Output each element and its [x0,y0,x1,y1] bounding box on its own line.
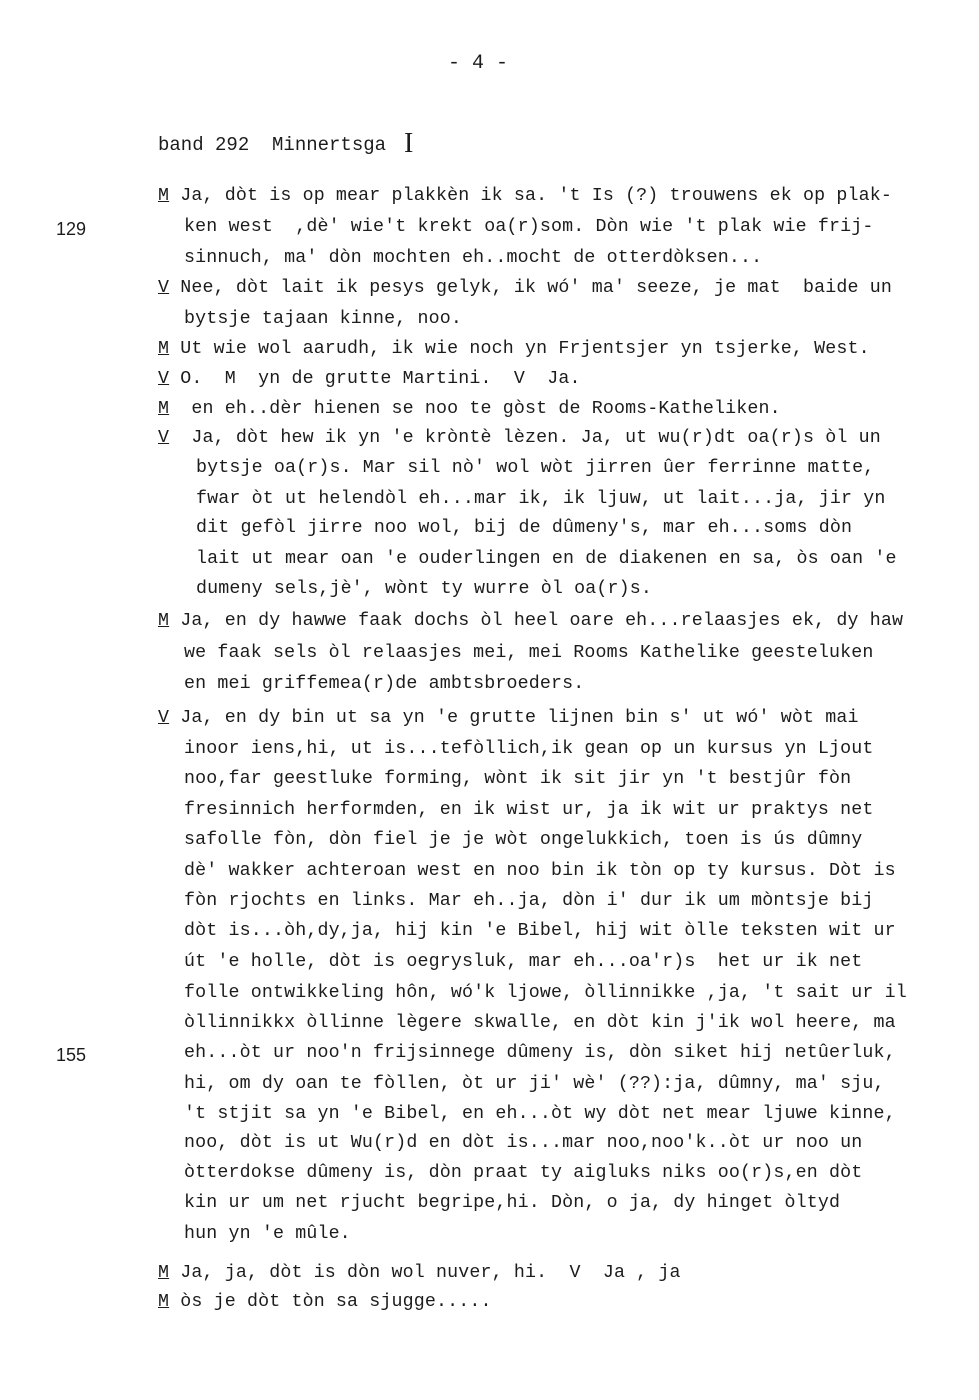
line-text: O. M yn de grutte Martini. V Ja. [169,369,581,389]
speaker-tag: M [158,1263,170,1283]
transcript-line [158,278,892,298]
transcript-line [196,549,897,569]
line-text: Ja, dòt is op mear plakkèn ik sa. 't Is (?) trouwens ek op plak- [169,186,892,206]
line-text: Ja, en dy hawwe faak dochs òl heel oare eh...relaasjes ek, dy haw [169,611,904,631]
line-text: Ja, ja, dòt is dòn wol nuver, hi. V Ja , ja [169,1263,681,1283]
transcript-line [196,518,852,538]
line-text: inoor iens,hi, ut is...tefòllich,ik gean op un kursus yn Ljout [184,739,874,759]
line-text: fòn rjochts en links. Mar eh..ja, dòn i' dur ik um mòntsje bij [184,891,874,911]
line-text: kin ur um net rjucht begripe,hi. Dòn, o ja, dy hinget òltyd [184,1193,841,1213]
transcript-line [184,643,873,663]
transcript-line [184,739,873,759]
transcript-line [158,369,581,389]
line-text: lait ut mear oan 'e ouderlingen en de diakenen en sa, òs oan 'e [196,549,897,569]
line-text: fresinnich herformden, en ik wist ur, ja ik wit ur praktys net [184,800,874,820]
line-text: ken west ,dè' wie't krekt oa(r)som. Dòn wie 't plak wie frij- [184,217,874,237]
line-text: dòt is...òh,dy,ja, hij kin 'e Bibel, hij wit òlle teksten wit ur [184,921,896,941]
transcript-line [196,579,652,599]
line-text: Ja, en dy bin ut sa yn 'e grutte lijnen bin s' ut wó' wòt mai [169,708,859,728]
transcript-line [184,1013,896,1033]
line-text: safolle fòn, dòn fiel je je wòt ongelukkich, toen is ús dûmny [184,830,863,850]
speaker-tag: M [158,339,170,359]
transcript-line [184,769,851,789]
heading-roman-numeral: I [404,128,414,159]
transcript-line [158,428,881,448]
transcript-line [184,952,862,972]
transcript-line [184,1074,885,1094]
line-text: òtterdokse dûmeny is, dòn praat ty aigluks niks oo(r)s,en dòt [184,1163,863,1183]
transcript-line [184,674,584,694]
page-heading [158,126,413,158]
line-text: hun yn 'e mûle. [184,1224,351,1244]
transcript-line [158,708,859,728]
transcript-line [184,1224,351,1244]
transcript-line [158,611,903,631]
transcript-line [158,186,892,206]
transcript-line [184,1163,862,1183]
line-text: dit gefòl jirre noo wol, bij de dûmeny's, mar eh...soms dòn [196,518,853,538]
transcript-line [196,458,874,478]
speaker-tag: M [158,1292,170,1312]
transcript-line [158,339,870,359]
line-text: en mei griffemea(r)de ambtsbroeders. [184,674,585,694]
margin-line-number: 155 [56,1045,87,1065]
speaker-tag: V [158,278,170,298]
transcript-line [184,861,896,881]
page-number: - 4 - [448,52,509,75]
line-text: bytsje tajaan kinne, noo. [184,309,463,329]
transcript-line [184,1133,862,1153]
speaker-tag: M [158,399,170,419]
line-text: noo, dòt is ut Wu(r)d en dòt is...mar noo,noo'k..òt ur noo un [184,1133,863,1153]
line-text: we faak sels òl relaasjes mei, mei Rooms Kathelike geesteluken [184,643,874,663]
transcript-line [184,891,873,911]
line-text: Ja, dòt hew ik yn 'e kròntè lèzen. Ja, ut wu(r)dt oa(r)s òl un [169,428,881,448]
line-text: út 'e holle, dòt is oegrysluk, mar eh...oa'r)s het ur ik net [184,952,863,972]
line-text: fwar òt ut helendòl eh...mar ik, ik ljuw, ut lait...ja, jir yn [196,489,886,509]
line-text: òs je dòt tòn sa sjugge..... [169,1292,492,1312]
line-text: dumeny sels,jè', wònt ty wurre òl oa(r)s. [196,579,652,599]
margin-line-number: 129 [56,219,87,239]
line-text: hi, om dy oan te fòllen, òt ur ji' wè' (??):ja, dûmny, ma' sju, [184,1074,885,1094]
line-text: 't stjit sa yn 'e Bibel, en eh...òt wy dòt net mear ljuwe kinne, [184,1104,896,1124]
speaker-tag: V [158,708,170,728]
line-text: Nee, dòt lait ik pesys gelyk, ik wó' ma' seeze, je mat baide un [169,278,892,298]
transcript-line [184,1104,896,1124]
transcript-line [184,309,462,329]
transcript-line [184,983,907,1003]
line-text: òllinnikkx òllinne lègere skwalle, en dòt kin j'ik wol heere, ma [184,1013,896,1033]
speaker-tag: M [158,611,170,631]
heading-text: band 292 Minnertsga [158,134,387,156]
transcript-line [184,830,862,850]
speaker-tag: V [158,428,170,448]
speaker-tag: M [158,186,170,206]
line-text: eh...òt ur noo'n frijsinnege dûmeny is, dòn siket hij netûerluk, [184,1043,896,1063]
transcript-line [184,1193,840,1213]
line-text: dè' wakker achteroan west en noo bin ik tòn op ty kursus. Dòt is [184,861,896,881]
transcript-line [184,800,873,820]
speaker-tag: V [158,369,170,389]
line-text: folle ontwikkeling hôn, wó'k ljowe, òllinnikke ,ja, 't sait ur il [184,983,907,1003]
transcript-line [184,248,762,268]
transcript-line [184,921,896,941]
transcript-line [184,217,873,237]
transcript-line [158,1263,681,1283]
line-text: bytsje oa(r)s. Mar sil nò' wol wòt jirren ûer ferrinne matte, [196,458,875,478]
transcript-line [184,1043,896,1063]
line-text: noo,far geestluke forming, wònt ik sit jir yn 't bestjûr fòn [184,769,852,789]
line-text: sinnuch, ma' dòn mochten eh..mocht de otterdòksen... [184,248,763,268]
transcript-line [196,489,885,509]
transcript-line [158,399,781,419]
line-text: Ut wie wol aarudh, ik wie noch yn Frjentsjer yn tsjerke, West. [169,339,870,359]
transcript-line [158,1292,492,1312]
line-text: en eh..dèr hienen se noo te gòst de Rooms-Katheliken. [169,399,781,419]
